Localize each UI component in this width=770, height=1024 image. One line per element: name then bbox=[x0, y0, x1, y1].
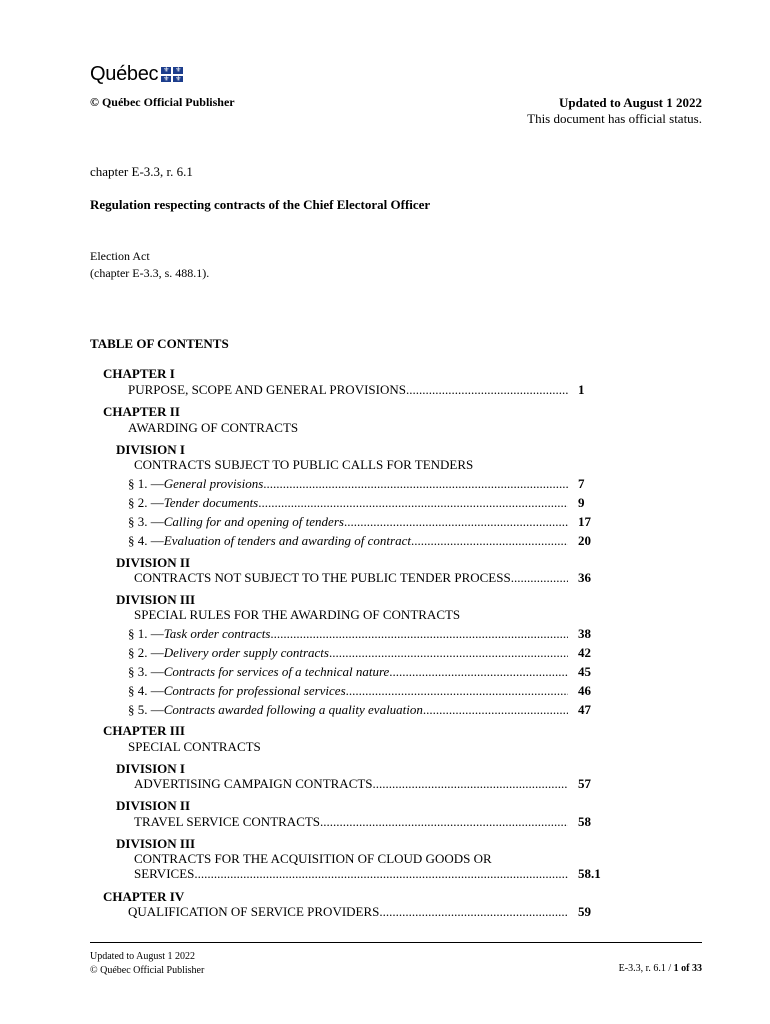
toc-entry-link[interactable] bbox=[134, 776, 568, 792]
toc-entry-link[interactable] bbox=[134, 866, 568, 882]
toc-entry-link[interactable] bbox=[128, 645, 568, 661]
toc-dot-leader bbox=[270, 626, 568, 642]
toc-heading-text: CONTRACTS FOR THE ACQUISITION OF CLOUD GOODS OR bbox=[134, 851, 492, 866]
toc-row bbox=[0, 626, 770, 642]
toc-division-label: DIVISION III bbox=[116, 836, 196, 851]
toc-row bbox=[0, 457, 770, 473]
footer-updated: Updated to August 1 2022 bbox=[90, 951, 195, 962]
toc-dot-leader bbox=[329, 645, 568, 661]
toc-entry-title: TRAVEL SERVICE CONTRACTS bbox=[134, 814, 321, 829]
toc-entry-title: Calling for and opening of tenders bbox=[163, 514, 344, 529]
toc-row bbox=[0, 555, 770, 571]
toc-row bbox=[0, 533, 770, 549]
toc-page-number[interactable]: 57 bbox=[578, 776, 591, 791]
toc-row bbox=[0, 683, 770, 699]
toc-page-number[interactable]: 47 bbox=[578, 702, 591, 717]
toc-entry-link[interactable] bbox=[128, 702, 568, 718]
toc-page-number[interactable]: 36 bbox=[578, 570, 591, 585]
logo-wordmark: Québec bbox=[90, 63, 159, 85]
toc-entry-link[interactable] bbox=[134, 570, 568, 586]
toc-entry-link[interactable] bbox=[128, 904, 568, 920]
toc-dot-leader bbox=[320, 814, 568, 830]
act-reference: (chapter E-3.3, s. 488.1). bbox=[90, 266, 210, 280]
toc-page-number[interactable]: 45 bbox=[578, 664, 591, 679]
toc-row bbox=[0, 904, 770, 920]
toc-dot-leader bbox=[344, 514, 568, 530]
toc-row bbox=[0, 836, 770, 852]
publisher-header: © Québec Official Publisher bbox=[90, 95, 235, 109]
toc-entry-title: SERVICES bbox=[134, 866, 195, 881]
toc-page-number[interactable]: 58 bbox=[578, 814, 591, 829]
toc-row bbox=[0, 476, 770, 492]
toc-page-number[interactable]: 20 bbox=[578, 533, 591, 548]
toc-page-number[interactable]: 38 bbox=[578, 626, 591, 641]
page-number bbox=[619, 963, 702, 974]
toc-section-number: § 2. — bbox=[128, 495, 164, 510]
toc-row bbox=[0, 382, 770, 398]
toc-row bbox=[0, 851, 770, 867]
toc-dot-leader bbox=[263, 476, 568, 492]
toc-entry-link[interactable] bbox=[128, 382, 568, 398]
toc-division-label: DIVISION I bbox=[116, 442, 185, 457]
toc-heading-text: SPECIAL CONTRACTS bbox=[128, 739, 261, 754]
toc-section-number: § 4. — bbox=[128, 533, 164, 548]
enabling-act bbox=[90, 248, 209, 282]
chapter-reference: chapter E-3.3, r. 6.1 bbox=[90, 164, 193, 179]
toc-row bbox=[0, 723, 770, 739]
act-name: Election Act bbox=[90, 249, 150, 263]
toc-entry-link[interactable] bbox=[128, 664, 568, 680]
footer-divider bbox=[90, 942, 702, 943]
toc-entry-title: QUALIFICATION OF SERVICE PROVIDERS bbox=[128, 904, 380, 919]
toc-row bbox=[0, 776, 770, 792]
toc-page-number[interactable]: 7 bbox=[578, 476, 585, 491]
toc-entry-title: ADVERTISING CAMPAIGN CONTRACTS bbox=[134, 776, 373, 791]
toc-row bbox=[0, 761, 770, 777]
toc-entry-link[interactable] bbox=[134, 814, 568, 830]
toc-entry-link[interactable] bbox=[128, 514, 568, 530]
page-count: 1 of 33 bbox=[673, 963, 702, 974]
toc-dot-leader bbox=[346, 683, 568, 699]
toc-division-label: DIVISION II bbox=[116, 555, 191, 570]
toc-chapter-label: CHAPTER I bbox=[103, 366, 175, 381]
toc-section-number: § 1. — bbox=[128, 626, 164, 641]
toc-section-number: § 5. — bbox=[128, 702, 164, 717]
toc-entry-title: Contracts for professional services bbox=[163, 683, 346, 698]
toc-dot-leader bbox=[258, 495, 568, 511]
toc-row bbox=[0, 798, 770, 814]
updated-date: Updated to August 1 2022 bbox=[558, 95, 702, 110]
toc-entry-link[interactable] bbox=[128, 626, 568, 642]
toc-row bbox=[0, 889, 770, 905]
toc-page-number[interactable]: 42 bbox=[578, 645, 591, 660]
toc-division-label: DIVISION III bbox=[116, 592, 196, 607]
toc-row bbox=[0, 814, 770, 830]
toc-page-number[interactable]: 58.1 bbox=[578, 866, 601, 881]
toc-dot-leader bbox=[411, 533, 568, 549]
toc-row bbox=[0, 420, 770, 436]
toc-heading-text: AWARDING OF CONTRACTS bbox=[128, 420, 299, 435]
toc-row bbox=[0, 495, 770, 511]
toc-dot-leader bbox=[379, 904, 568, 920]
toc-entry-link[interactable] bbox=[128, 533, 568, 549]
toc-title: TABLE OF CONTENTS bbox=[90, 336, 229, 351]
toc-row bbox=[0, 645, 770, 661]
toc-page-number[interactable]: 17 bbox=[578, 514, 591, 529]
toc-entry-title: Task order contracts bbox=[163, 626, 271, 641]
toc-dot-leader bbox=[373, 776, 568, 792]
toc-dot-leader bbox=[194, 866, 568, 882]
quebec-logo bbox=[90, 63, 183, 86]
toc-entry-title: Tender documents bbox=[163, 495, 259, 510]
toc-heading-text: CONTRACTS SUBJECT TO PUBLIC CALLS FOR TENDERS bbox=[134, 457, 474, 472]
toc-section-number: § 2. — bbox=[128, 645, 164, 660]
toc-row bbox=[0, 866, 770, 882]
toc-dot-leader bbox=[389, 664, 568, 680]
toc-entry-title: Contracts awarded following a quality evaluation bbox=[163, 702, 423, 717]
toc-row bbox=[0, 702, 770, 718]
toc-chapter-label: CHAPTER II bbox=[103, 404, 180, 419]
fleur-de-lis-icon: ⚜ ⚜ ⚜ ⚜ bbox=[163, 66, 182, 83]
status-header bbox=[527, 95, 702, 127]
toc-dot-leader bbox=[511, 570, 568, 586]
toc-entry-link[interactable] bbox=[128, 683, 568, 699]
toc-division-label: DIVISION I bbox=[116, 761, 185, 776]
toc-row bbox=[0, 592, 770, 608]
toc-section-number: § 1. — bbox=[128, 476, 164, 491]
toc-row bbox=[0, 442, 770, 458]
toc-entry-title: Evaluation of tenders and awarding of contract bbox=[163, 533, 411, 548]
toc-page-number[interactable]: 9 bbox=[578, 495, 585, 510]
toc-row bbox=[0, 514, 770, 530]
toc-entry-title: Delivery order supply contracts bbox=[163, 645, 329, 660]
toc-chapter-label: CHAPTER IV bbox=[103, 889, 185, 904]
toc-row bbox=[0, 664, 770, 680]
toc-entry-title: General provisions bbox=[163, 476, 264, 491]
toc-entry-title: Contracts for services of a technical nature bbox=[163, 664, 390, 679]
toc-section-number: § 3. — bbox=[128, 664, 164, 679]
footer-info bbox=[90, 950, 204, 978]
toc-chapter-label: CHAPTER III bbox=[103, 723, 185, 738]
official-status: This document has official status. bbox=[527, 111, 702, 126]
toc-entry-link[interactable] bbox=[128, 476, 568, 492]
toc-heading-text: SPECIAL RULES FOR THE AWARDING OF CONTRACTS bbox=[134, 607, 461, 622]
toc-division-label: DIVISION II bbox=[116, 798, 191, 813]
footer-publisher: © Québec Official Publisher bbox=[90, 965, 205, 976]
toc-entry-title: PURPOSE, SCOPE AND GENERAL PROVISIONS bbox=[128, 382, 406, 397]
toc-row bbox=[0, 404, 770, 420]
toc-page-number[interactable]: 1 bbox=[578, 382, 585, 397]
toc-row bbox=[0, 366, 770, 382]
toc-section-number: § 4. — bbox=[128, 683, 164, 698]
regulation-title: Regulation respecting contracts of the Chief Electoral Officer bbox=[90, 197, 431, 212]
toc-row bbox=[0, 570, 770, 586]
toc-page-number[interactable]: 46 bbox=[578, 683, 591, 698]
toc-section-number: § 3. — bbox=[128, 514, 164, 529]
toc-dot-leader bbox=[406, 382, 568, 398]
toc-row bbox=[0, 607, 770, 623]
toc-entry-title: CONTRACTS NOT SUBJECT TO THE PUBLIC TENDER PROCESS bbox=[134, 570, 511, 585]
toc-entry-link[interactable] bbox=[128, 495, 568, 511]
toc-page-number[interactable]: 59 bbox=[578, 904, 591, 919]
toc-row bbox=[0, 739, 770, 755]
footer-ref: E-3.3, r. 6.1 / bbox=[618, 963, 674, 974]
toc-dot-leader bbox=[423, 702, 568, 718]
